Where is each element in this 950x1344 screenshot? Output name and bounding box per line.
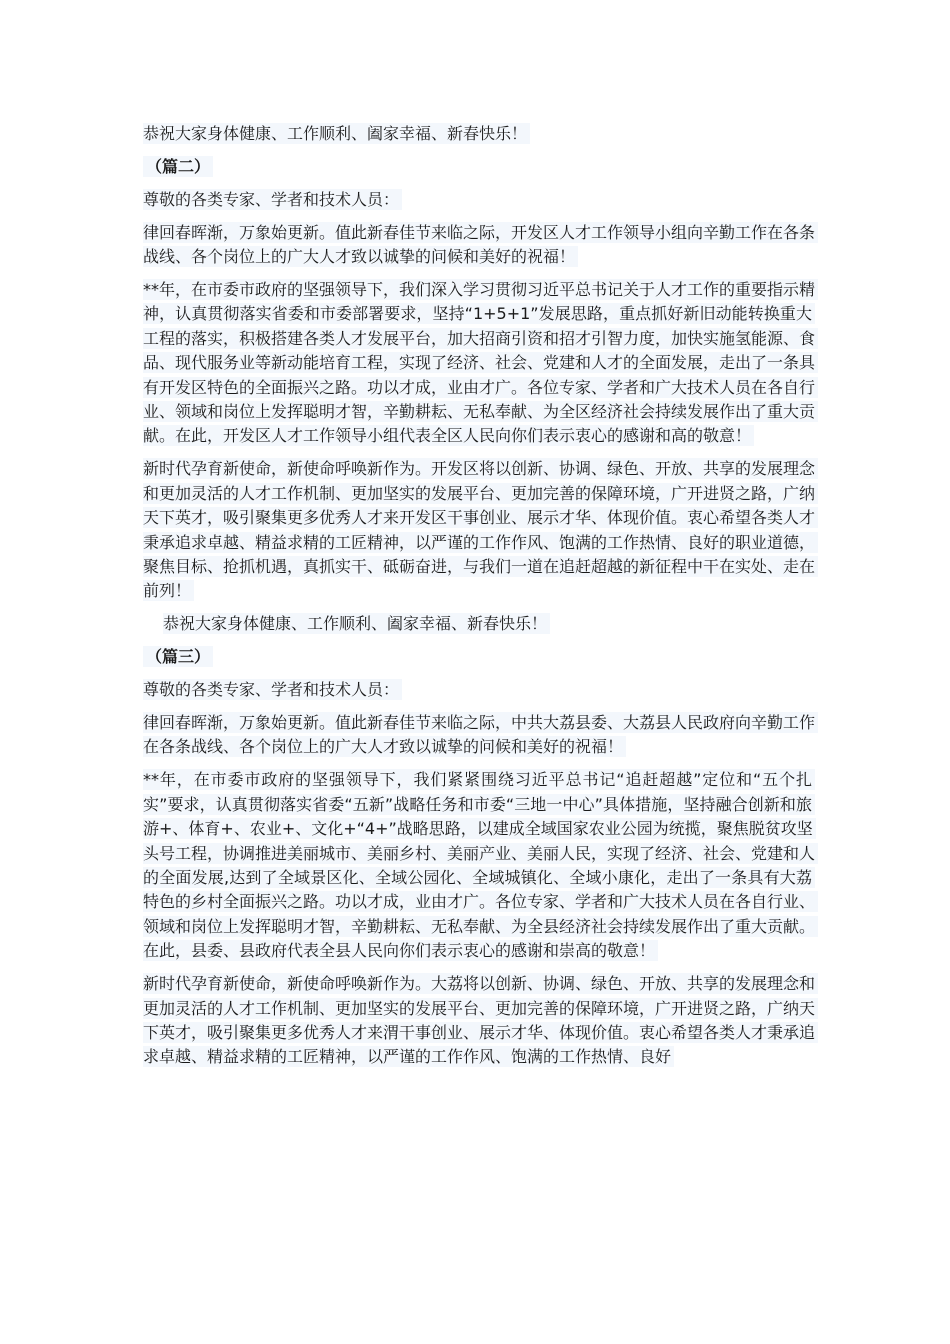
text-line: 新时代孕育新使命，新使命呼唤新作为。大荔将以创新、协调、绿色、开放、共享的发展理念和更加灵活的人才工作机制、更加坚实的发展平台、更加完善的保障环境，广开进贤之路，广纳天下英才，吸引聚集更多优秀人才来渭干事创业、展示才华、体现价值。衷心希望各类人才秉承追求卓越、精益求精的工匠精神，以严谨的工作作风、饱满的工作热情、良好 (143, 973, 818, 1067)
text-line: 尊敬的各类专家、学者和技术人员： (143, 189, 402, 210)
text-line: 尊敬的各类专家、学者和技术人员： (143, 679, 402, 700)
document-page (143, 122, 815, 1078)
text-line: 律回春晖渐，万象始更新。值此新春佳节来临之际，开发区人才工作领导小组向辛勤工作在各条战线、各个岗位上的广大人才致以诚挚的问候和美好的祝福！ (143, 222, 818, 267)
salutation-3 (143, 678, 815, 702)
text-line: 新时代孕育新使命，新使命呼唤新作为。开发区将以创新、协调、绿色、开放、共享的发展理念和更加灵活的人才工作机制、更加坚实的发展平台、更加完善的保障环境，广开进贤之路，广纳天下英才，吸引聚集更多优秀人才来开发区干事创业、展示才华、体现价值。衷心希望各类人才秉承追求卓越、精益求精的工匠精神，以严谨的工作作风、饱满的工作热情、良好的职业道德，聚焦目标、抢抓机遇，真抓实干、砥砺奋进，与我们一道在追赶超越的新征程中干在实处、走在前列！ (143, 458, 818, 601)
paragraph-2-2 (143, 278, 815, 449)
paragraph-2-1 (143, 221, 815, 270)
heading-text: （篇二） (143, 156, 213, 177)
greeting-closing-2 (143, 612, 815, 636)
text-line: 恭祝大家身体健康、工作顺利、阖家幸福、新春快乐！ (143, 123, 530, 144)
text-line: **年，在市委市政府的坚强领导下，我们紧紧围绕习近平总书记“追赶超越”定位和“五个扎实”要求，认真贯彻落实省委“五新”战略任务和市委“三地一中心”具体措施，坚持融合创新和旅游+、体育+、农业+、文化+“4+”战略思路，以建成全域国家农业公园为统揽，聚焦脱贫攻坚头号工程，协调推进美丽城市、美丽乡村、美丽产业、美丽人民，实现了经济、社会、党建和人的全面发展,达到了全域景区化、全域公园化、全域城镇化、全域小康化，走出了一条具有大荔特色的乡村全面振兴之路。功以才成，业由才广。各位专家、学者和广大技术人员在各自行业、领域和岗位上发挥聪明才智，辛勤耕耘、无私奉献、为全县经济社会持续发展作出了重大贡献。在此，县委、县政府代表全县人民向你们表示衷心的感谢和崇高的敬意！ (143, 769, 818, 961)
paragraph-3-2 (143, 768, 815, 963)
paragraph-3-1 (143, 711, 815, 760)
paragraph-3-3 (143, 972, 815, 1070)
text-line: 律回春晖渐，万象始更新。值此新春佳节来临之际，中共大荔县委、大荔县人民政府向辛勤工作在各条战线、各个岗位上的广大人才致以诚挚的问候和美好的祝福！ (143, 712, 818, 757)
heading-text: （篇三） (143, 646, 213, 667)
salutation-2 (143, 188, 815, 212)
section-heading-2 (143, 155, 815, 179)
paragraph-2-3 (143, 457, 815, 603)
greeting-closing-1 (143, 122, 815, 146)
text-line: 恭祝大家身体健康、工作顺利、阖家幸福、新春快乐！ (163, 613, 550, 634)
section-heading-3 (143, 645, 815, 669)
text-line: **年，在市委市政府的坚强领导下，我们深入学习贯彻习近平总书记关于人才工作的重要指示精神，认真贯彻落实省委和市委部署要求，坚持“1+5+1”发展思路，重点抓好新旧动能转换重大工程的落实，积极搭建各类人才发展平台，加大招商引资和招才引智力度，加快实施氢能源、食品、现代服务业等新动能培育工程，实现了经济、社会、党建和人才的全面发展，走出了一条具有开发区特色的全面振兴之路。功以才成，业由才广。各位专家、学者和广大技术人员在各自行业、领域和岗位上发挥聪明才智，辛勤耕耘、无私奉献、为全区经济社会持续发展作出了重大贡献。在此，开发区人才工作领导小组代表全区人民向你们表示衷心的感谢和高的敬意！ (143, 279, 818, 446)
